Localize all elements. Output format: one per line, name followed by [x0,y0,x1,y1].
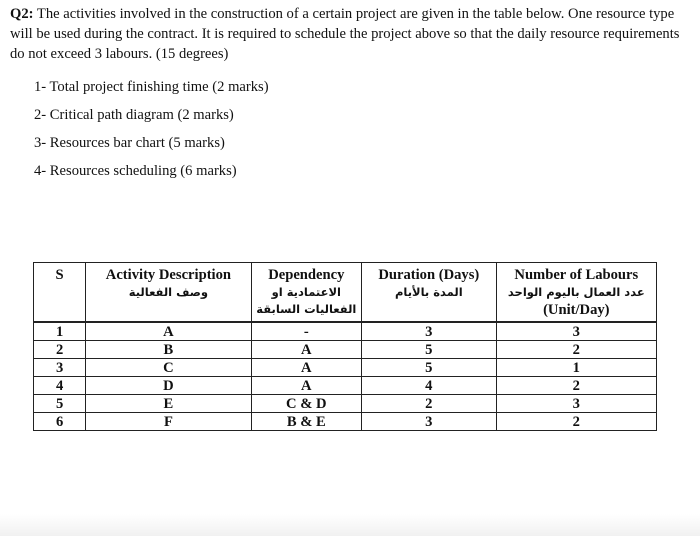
cell-activity: B [86,341,251,359]
cell-dependency: - [251,322,361,341]
task-list [34,77,269,189]
cell-dependency: B & E [251,413,361,431]
question-text [10,4,690,64]
cell-labours: 2 [496,341,656,359]
cell-activity: E [86,395,251,413]
question-number: Q2: [10,6,34,22]
cell-s: 3 [34,359,86,377]
header-s: S [34,263,86,323]
cell-duration: 3 [362,413,497,431]
task-item: 3- Resources bar chart (5 marks) [34,135,225,151]
cell-dependency: A [251,377,361,395]
question-body: The activities involved in the construction of a certain project are given in the table below. One resource type will be used during the contract. It is required to schedule the project above so that the daily resource requirements do not exceed 3 labours. (15 degrees) [10,6,680,62]
task-item: 2- Critical path diagram (2 marks) [34,107,234,123]
cell-activity: C [86,359,251,377]
table-row [34,322,657,341]
cell-activity: A [86,322,251,341]
cell-duration: 3 [362,322,497,341]
cell-activity: D [86,377,251,395]
table-row [34,341,657,359]
cell-labours: 1 [496,359,656,377]
cell-dependency: A [251,359,361,377]
header-duration: Duration (Days) المدة بالأيام [362,263,497,323]
cell-duration: 2 [362,395,497,413]
cell-s: 5 [34,395,86,413]
cell-s: 1 [34,322,86,341]
cell-s: 4 [34,377,86,395]
page-bottom-shadow [0,514,700,536]
table-row [34,377,657,395]
cell-activity: F [86,413,251,431]
header-activity: Activity Description وصف الفعالية [86,263,251,323]
activities-table [33,262,657,431]
cell-labours: 2 [496,413,656,431]
header-dependency: Dependency الاعتمادية او الفعاليات السابقة [251,263,361,323]
cell-dependency: A [251,341,361,359]
task-item: 4- Resources scheduling (6 marks) [34,163,237,179]
table-row [34,359,657,377]
cell-dependency: C & D [251,395,361,413]
cell-duration: 4 [362,377,497,395]
cell-labours: 3 [496,395,656,413]
cell-duration: 5 [362,359,497,377]
cell-s: 6 [34,413,86,431]
table-row [34,395,657,413]
cell-duration: 5 [362,341,497,359]
cell-labours: 3 [496,322,656,341]
cell-s: 2 [34,341,86,359]
task-item: 1- Total project finishing time (2 marks) [34,79,269,95]
table-row [34,413,657,431]
header-labours: Number of Labours عدد العمال باليوم الواحد (Unit/Day) [496,263,656,323]
table-header-row [34,263,657,323]
cell-labours: 2 [496,377,656,395]
